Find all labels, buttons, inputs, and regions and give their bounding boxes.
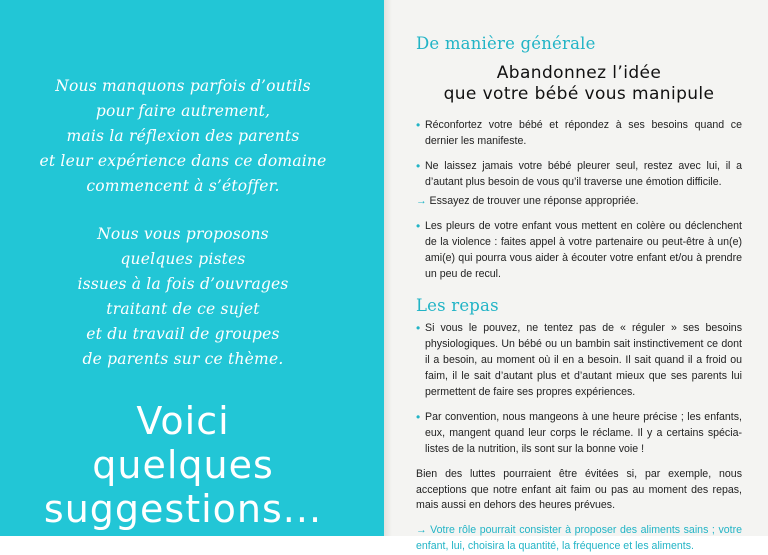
bullet-item: • Si vous le pouvez, ne tentez pas de « réguler » ses besoins physiologiques. Un bébé ou un bambin sait instinctivement ce dont il a besoin, au moment où il en a besoin. Il sait quand il a froid ou faim, il le sait d’autant plus et d’autant mieux que ses parents lui permettent de faire ses propres expériences. — [416, 321, 742, 400]
left-paragraph-2 — [0, 222, 366, 373]
left-paragraph-1-line-3: mais la réflexion des parents — [66, 127, 300, 146]
left-panel-content — [0, 74, 366, 532]
left-paragraph-2-line-6: de parents sur ce thème. — [82, 350, 284, 369]
left-paragraph-2-line-2: quelques pistes — [120, 249, 246, 268]
arrow-icon: → — [416, 524, 427, 537]
section-headline-line-1: Abandonnez l’idée — [496, 63, 662, 83]
display-title-line-2: quelques — [92, 443, 274, 488]
left-paragraph-1 — [0, 74, 366, 200]
display-title — [0, 399, 366, 532]
section-headline-line-2: que votre bébé vous manipule — [443, 83, 715, 104]
left-paragraph-1-line-5: commencent à s’étoffer. — [86, 177, 280, 196]
bullet-item: • Ne laissez jamais votre bébé pleurer seul, restez avec lui, il a d’autant plus besoin de vous qu’il traverse une émotion difficile. — [416, 159, 742, 191]
left-paragraph-2-line-5: et du travail de groupes — [86, 324, 280, 343]
display-title-line-3: suggestions... — [43, 487, 323, 532]
closing-note — [416, 523, 742, 555]
arrow-note-text: Essayez de trouver une réponse appropriée. — [429, 195, 639, 208]
arrow-icon: → — [416, 195, 427, 208]
left-paragraph-1-line-4: et leur expérience dans ce domaine — [39, 152, 327, 171]
closing-note-text: Votre rôle pourrait consister à proposer des aliments sains ; votre enfant, lui, choisira la quantité, la fréquence et les aliments. — [416, 524, 742, 553]
left-paragraph-2-line-1: Nous vous proposons — [97, 224, 269, 243]
left-paragraph-2-line-3: issues à la fois d’ouvrages — [77, 274, 289, 293]
left-paragraph-1-line-1: Nous manquons parfois d’outils — [55, 77, 311, 95]
section-headline — [416, 63, 742, 104]
bullet-item: • Par convention, nous mangeons à une heure précise ; les enfants, eux, mangent quand leur corps le réclame. Il y a certains spécia-listes de la nutrition, ils sont sur la bonne voie ! — [416, 410, 742, 458]
section-heading-general: De manière générale — [416, 34, 596, 53]
right-panel — [384, 0, 768, 553]
left-panel — [0, 0, 384, 536]
section-paragraph: Bien des luttes pourraient être évitées si, par exemple, nous acceptions que notre enfant ait faim ou pas au moment des repas, mais aussi en dehors des heures prévues. — [416, 467, 742, 512]
bullet-item: • Les pleurs de votre enfant vous mettent en colère ou déclenchent de la violence : faites appel à votre partenaire ou peut-être à un(e) ami(e) qui pourra vous aider à écouter votre enfant et/ou à prendre un peu de recul. — [416, 219, 742, 283]
section-heading-repas: Les repas — [416, 296, 499, 316]
bullet-item: • Réconfortez votre bébé et répondez à ses besoins quand ce dernier les manifeste. — [416, 118, 742, 150]
display-title-line-1: Voici — [136, 399, 230, 444]
arrow-note — [416, 194, 742, 210]
left-paragraph-2-line-4: traitant de ce sujet — [106, 299, 260, 318]
left-paragraph-1-line-2: pour faire autrement, — [95, 102, 271, 121]
